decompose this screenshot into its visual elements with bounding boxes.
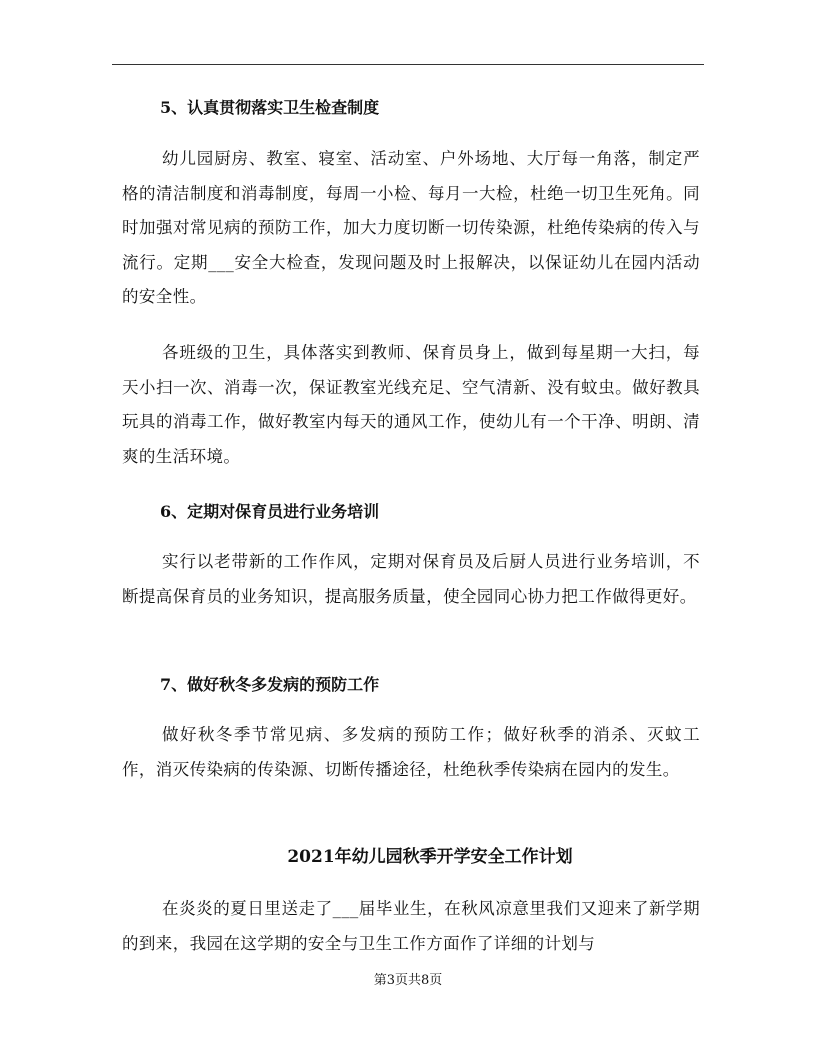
page-number-footer: 第3页共8页 [373,973,443,988]
document-title: 2021年幼儿园秋季开学安全工作计划 [287,847,573,867]
section-5-paragraph-1: 幼儿园厨房、教室、寝室、活动室、户外场地、大厅每一角落，制定严格的清洁制度和消毒制度，每周一小检、每月一大检，杜绝一切卫生死角。同时加强对常见病的预防工作，加大力度切断一切传染源，杜绝传染病的传入与流行。定期___安全大检查，发现问题及时上报解决，以保证幼儿在园内活动的安全性。 [122,149,700,306]
section-5-paragraph-2: 各班级的卫生，具体落实到教师、保育员身上，做到每星期一大扫，每天小扫一次、消毒一次，保证教室光线充足、空气清新、没有蚊虫。做好教具玩具的消毒工作，做好教室内每天的通风工作，使幼儿有一个干净、明朗、清爽的生活环境。 [122,343,700,466]
section-7-heading: 7、做好秋冬多发病的预防工作 [160,675,380,694]
intro-paragraph: 在炎炎的夏日里送走了___届毕业生，在秋风凉意里我们又迎来了新学期的到来，我园在这学期的安全与卫生工作方面作了详细的计划与 [122,899,700,953]
section-7-paragraph-1: 做好秋冬季节常见病、多发病的预防工作；做好秋季的消杀、灭蚊工作，消灭传染病的传染源、切断传播途径，杜绝秋季传染病在园内的发生。 [122,725,700,779]
section-5-heading: 5、认真贯彻落实卫生检查制度 [160,98,380,117]
section-6-paragraph-1: 实行以老带新的工作作风，定期对保育员及后厨人员进行业务培训，不断提高保育员的业务知识，提高服务质量，使全园同心协力把工作做得更好。 [122,552,700,606]
section-6-heading: 6、定期对保育员进行业务培训 [160,502,380,521]
header-rule [112,64,704,65]
